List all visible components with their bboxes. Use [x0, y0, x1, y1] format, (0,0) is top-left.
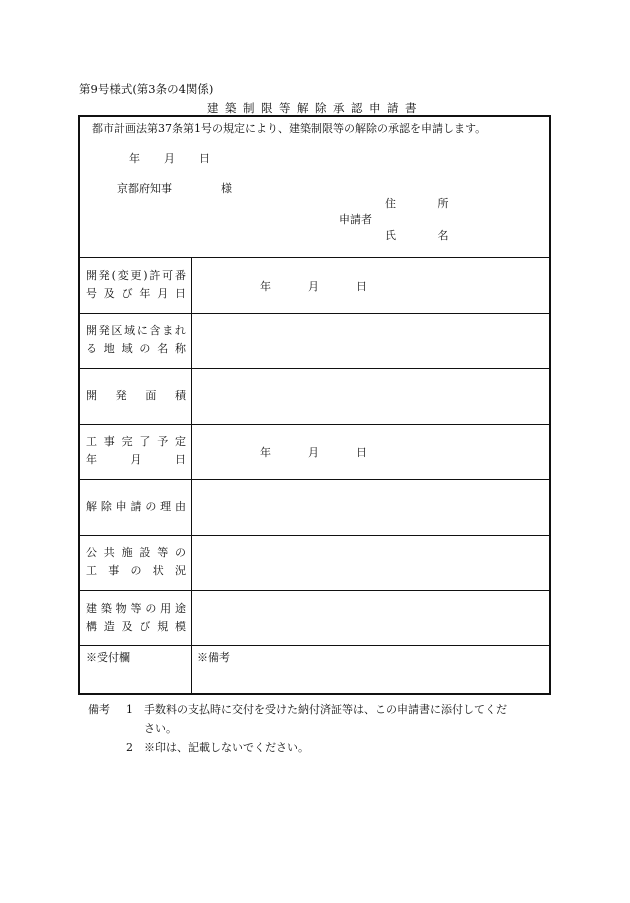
remarks-cell-label: ※備考	[197, 651, 230, 664]
note-2-text: ※印は、記載しないでください。	[144, 741, 309, 754]
form-number: 第9号様式(第3条の4関係)	[79, 82, 214, 96]
row-label	[86, 433, 186, 469]
date-year-unit: 年	[260, 279, 271, 293]
row-label-line: 工 事 の 状 況	[86, 564, 186, 578]
row-label-line: 建 築 物 等 の 用 途	[86, 601, 186, 615]
row-label	[86, 600, 186, 636]
date-month-unit: 月	[308, 279, 319, 293]
application-statement: 都市計画法第37条第1号の規定により、建築制限等の解除の承認を申請します。	[92, 122, 487, 135]
row-label-line: 構 造 及 び 規 模	[86, 619, 186, 633]
row-label	[86, 322, 186, 358]
addressee: 京都府知事	[117, 182, 172, 195]
row-label-line: 年 月 日	[86, 453, 186, 467]
row-value-cell[interactable]	[192, 479, 549, 535]
row-divider	[80, 424, 549, 425]
row-label-line: 工 事 完 了 予 定	[86, 435, 186, 449]
applicant-address-label: 住 所	[385, 197, 468, 210]
row-label-line: 開 発 ( 変 更 ) 許 可 番	[86, 268, 186, 282]
row-label	[86, 267, 186, 303]
document-title: 建築制限等解除承認申請書	[207, 101, 423, 115]
application-month-unit: 月	[164, 152, 175, 165]
note-1-number: 1	[126, 703, 133, 716]
date-month-unit: 月	[308, 446, 319, 460]
row-value-cell[interactable]	[192, 313, 549, 369]
reception-cell-label: ※受付欄	[86, 651, 130, 664]
application-year-unit: 年	[129, 152, 140, 165]
row-label-line: 解 除 申 請 の 理 由	[86, 499, 186, 513]
row-label	[86, 498, 186, 516]
application-form-table	[78, 115, 551, 695]
date-day-unit: 日	[356, 279, 367, 293]
applicant-name-label: 氏 名	[385, 229, 468, 242]
note-1-text-continued: さい。	[144, 722, 177, 735]
date-day-unit: 日	[356, 446, 367, 460]
row-label-line: 号 及 び 年 月 日	[86, 286, 186, 300]
addressee-honorific: 様	[221, 182, 232, 195]
row-label	[86, 544, 186, 580]
date-year-unit: 年	[260, 446, 271, 460]
application-day-unit: 日	[199, 152, 210, 165]
applicant-label: 申請者	[339, 213, 372, 226]
row-value-cell[interactable]	[192, 590, 549, 646]
notes-heading: 備考	[88, 703, 110, 716]
row-value-cell[interactable]	[192, 535, 549, 591]
note-1-text: 手数料の支払時に交付を受けた納付済証等は、この申請書に添付してくだ	[144, 703, 507, 716]
row-label	[86, 387, 186, 405]
row-label-line: 開 発 区 域 に 含 ま れ	[86, 324, 186, 338]
row-value-cell[interactable]	[192, 368, 549, 424]
row-label-line: 公 共 施 設 等 の	[86, 546, 186, 560]
note-2-number: 2	[126, 741, 133, 754]
row-label-line: る 地 域 の 名 称	[86, 342, 186, 356]
row-label-line: 開 発 面 積	[86, 388, 186, 402]
